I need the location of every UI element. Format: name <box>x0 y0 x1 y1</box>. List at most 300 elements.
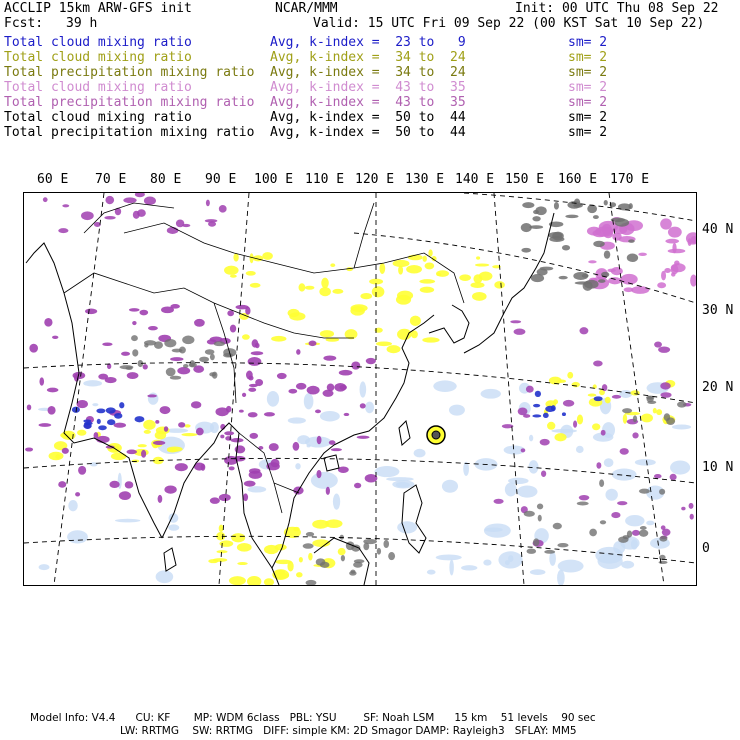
cloud-patch <box>619 390 632 398</box>
cloud-patch <box>557 543 568 547</box>
legend-k-range: Avg, k-index = 34 to 24 <box>270 65 466 80</box>
cloud-patch <box>208 559 218 563</box>
cloud-patch <box>472 292 487 301</box>
cloud-patch <box>449 405 465 416</box>
cloud-patch <box>627 530 632 537</box>
cloud-patch <box>659 489 665 495</box>
cloud-patch <box>269 443 279 451</box>
cloud-patch <box>563 400 574 407</box>
cloud-patch <box>249 468 261 473</box>
cloud-patch <box>214 341 225 346</box>
cloud-patch <box>175 463 188 471</box>
cloud-patch <box>29 344 38 353</box>
cloud-patch <box>617 501 627 505</box>
cloud-patch <box>665 239 679 244</box>
cloud-fields <box>25 193 696 585</box>
cloud-patch <box>144 430 151 434</box>
cloud-patch <box>360 381 367 397</box>
cloud-patch <box>219 205 227 213</box>
cloud-patch <box>237 543 252 552</box>
cloud-patch <box>354 483 361 488</box>
cloud-patch <box>127 372 139 379</box>
cloud-patch <box>576 446 584 453</box>
cloud-patch <box>147 394 157 397</box>
cloud-patch <box>264 578 274 585</box>
cloud-patch <box>410 316 421 326</box>
cloud-patch <box>521 248 531 253</box>
cloud-patch <box>307 444 311 447</box>
cloud-patch <box>247 576 261 585</box>
meridian-110E <box>219 193 249 585</box>
cloud-patch <box>98 374 108 380</box>
cloud-patch <box>320 562 330 568</box>
cloud-patch <box>58 228 68 233</box>
cloud-patch <box>639 489 650 494</box>
cloud-patch <box>428 249 432 256</box>
legend-field-name: Total precipitation mixing ratio <box>4 95 255 110</box>
legend-smoothing: sm= 2 <box>568 125 608 140</box>
cloud-patch <box>589 529 597 537</box>
cloud-patch <box>305 286 315 290</box>
cloud-patch <box>660 382 671 389</box>
cloud-patch <box>670 474 677 481</box>
sri-lanka-coast <box>164 548 176 571</box>
cloud-patch <box>307 386 320 395</box>
cloud-patch <box>164 339 176 347</box>
cloud-patch <box>194 319 205 327</box>
cloud-patch <box>98 425 107 430</box>
cloud-patch <box>388 552 395 560</box>
cloud-patch <box>184 424 190 427</box>
cloud-patch <box>510 320 521 323</box>
lat-label: 20 N <box>702 380 734 395</box>
india-coastline <box>26 243 162 538</box>
cloud-patch <box>166 368 176 377</box>
cloud-patch <box>248 412 258 417</box>
cloud-patch <box>250 283 261 288</box>
cloud-patch <box>376 341 392 346</box>
cloud-patch <box>562 412 566 416</box>
lon-label: 160 E <box>558 172 598 187</box>
cloud-patch <box>182 336 194 345</box>
cloud-patch <box>148 326 158 330</box>
cloud-patch <box>530 569 546 575</box>
cloud-patch <box>239 410 244 413</box>
cloud-patch <box>677 401 687 407</box>
cloud-patch <box>354 559 365 563</box>
legend-smoothing: sm= 2 <box>568 95 608 110</box>
cloud-patch <box>52 336 58 339</box>
cloud-patch <box>631 286 649 294</box>
cloud-patch <box>210 497 220 504</box>
legend-k-range: Avg, k-index = 43 to 35 <box>270 80 466 95</box>
cloud-patch <box>436 273 441 276</box>
cloud-patch <box>49 452 64 461</box>
cloud-patch <box>532 216 540 221</box>
cloud-patch <box>126 450 136 455</box>
cloud-patch <box>360 293 372 299</box>
cloud-patch <box>246 271 256 276</box>
cloud-patch <box>85 309 97 315</box>
cloud-patch <box>131 335 138 341</box>
cloud-patch <box>111 452 127 460</box>
cloud-patch <box>325 519 342 528</box>
cloud-patch <box>190 360 196 367</box>
cloud-patch <box>621 561 634 569</box>
cloud-patch <box>81 211 94 220</box>
cloud-patch <box>593 241 605 247</box>
cloud-patch <box>229 576 246 585</box>
cloud-patch <box>255 379 263 386</box>
cloud-patch <box>363 539 377 544</box>
cloud-patch <box>632 530 640 536</box>
cloud-patch <box>646 521 654 526</box>
cloud-patch <box>551 429 577 433</box>
cloud-patch <box>620 448 629 455</box>
cloud-patch <box>39 564 50 570</box>
cloud-patch <box>338 466 349 473</box>
cloud-patch <box>288 389 297 394</box>
cloud-patch <box>144 197 156 205</box>
cloud-patch <box>248 388 256 392</box>
cloud-patch <box>231 438 244 442</box>
cloud-patch <box>244 481 256 487</box>
cloud-patch <box>632 432 638 438</box>
cloud-patch <box>420 287 434 293</box>
cloud-patch <box>262 252 273 260</box>
cloud-patch <box>498 551 522 568</box>
cloud-patch <box>567 372 573 379</box>
cloud-patch <box>135 416 145 422</box>
cloud-patch <box>628 239 635 243</box>
cloud-patch <box>641 414 653 423</box>
cloud-patch <box>396 295 411 305</box>
cloud-patch <box>67 530 88 543</box>
legend-field-name: Total precipitation mixing ratio <box>4 65 255 80</box>
cloud-patch <box>104 216 115 219</box>
cloud-patch <box>605 489 617 501</box>
cloud-patch <box>653 408 657 413</box>
cloud-patch <box>164 485 176 493</box>
legend-k-range: Avg, k-index = 34 to 24 <box>270 50 466 65</box>
cloud-patch <box>114 413 122 419</box>
cloud-patch <box>170 376 181 380</box>
org-label: NCAR/MMM <box>275 1 338 16</box>
cloud-patch <box>179 347 186 354</box>
cloud-patch <box>573 272 588 280</box>
cloud-patch <box>392 480 414 488</box>
legend-field-name: Total cloud mixing ratio <box>4 35 192 50</box>
cloud-patch <box>523 414 530 418</box>
cloud-patch <box>167 227 179 234</box>
cloud-patch <box>330 263 335 267</box>
cloud-patch <box>554 202 559 210</box>
lat-label: 10 N <box>702 460 734 475</box>
cloud-patch <box>661 271 666 281</box>
cloud-patch <box>233 253 238 261</box>
cloud-patch <box>602 384 607 391</box>
cloud-patch <box>688 238 692 246</box>
cloud-patch <box>599 479 604 487</box>
cloud-patch <box>579 495 590 500</box>
cloud-patch <box>587 205 597 214</box>
cloud-patch <box>317 470 322 478</box>
cloud-patch <box>143 420 155 430</box>
cloud-patch <box>289 312 305 320</box>
legend-k-range: Avg, k-index = 50 to 44 <box>270 110 466 125</box>
cloud-patch <box>674 260 680 265</box>
cloud-patch <box>484 528 502 532</box>
cloud-patch <box>62 204 69 207</box>
cloud-patch <box>303 543 314 548</box>
cloud-patch <box>332 289 343 294</box>
cloud-patch <box>304 393 314 409</box>
cloud-patch <box>344 413 350 416</box>
cloud-patch <box>532 414 541 417</box>
cloud-patch <box>613 541 625 554</box>
cloud-patch <box>231 533 245 542</box>
cloud-patch <box>588 260 596 263</box>
cloud-patch <box>296 572 303 577</box>
cloud-patch <box>605 397 611 404</box>
cloud-patch <box>109 481 119 488</box>
cloud-patch <box>554 433 566 441</box>
cloud-patch <box>299 557 303 562</box>
cloud-patch <box>247 486 266 492</box>
cloud-patch <box>593 361 603 367</box>
cloud-patch <box>196 428 204 436</box>
cloud-patch <box>622 408 632 413</box>
parallel-10N <box>24 458 696 483</box>
cloud-patch <box>372 286 385 297</box>
cloud-patch <box>541 470 546 477</box>
cloud-patch <box>25 447 33 451</box>
cloud-patch <box>77 430 86 436</box>
cloud-patch <box>349 571 356 576</box>
cloud-patch <box>96 408 105 413</box>
cloud-patch <box>242 334 250 340</box>
cloud-patch <box>483 560 491 566</box>
cloud-patch <box>97 419 101 424</box>
cloud-patch <box>522 202 534 208</box>
cloud-patch <box>181 433 197 436</box>
cloud-patch <box>92 403 98 406</box>
cloud-patch <box>271 336 286 342</box>
cloud-patch <box>170 304 180 309</box>
cloud-patch <box>411 330 418 338</box>
init-time: Init: 00 UTC Thu 08 Sep 22 <box>515 1 719 16</box>
cloud-patch <box>319 287 331 296</box>
cloud-patch <box>529 435 533 442</box>
cloud-patch <box>351 361 360 369</box>
meridian-90E <box>54 193 104 585</box>
cloud-patch <box>125 481 134 488</box>
cloud-patch <box>315 410 321 414</box>
cloud-patch <box>264 545 279 554</box>
cloud-patch <box>508 478 529 484</box>
cloud-patch <box>577 502 589 506</box>
cloud-patch <box>350 306 365 316</box>
cloud-patch <box>243 493 248 501</box>
cloud-patch <box>114 423 126 428</box>
cloud-patch <box>406 265 422 274</box>
cloud-patch <box>671 265 679 275</box>
lat-label: 0 <box>702 541 710 556</box>
cloud-patch <box>339 370 353 376</box>
cloud-patch <box>387 345 401 353</box>
map-canvas <box>24 193 696 585</box>
cloud-patch <box>317 436 322 445</box>
cloud-patch <box>126 366 133 370</box>
cloud-patch <box>611 512 620 518</box>
lat-label: 30 N <box>702 303 734 318</box>
cloud-patch <box>132 321 136 325</box>
lon-label: 90 E <box>205 172 237 187</box>
cloud-patch <box>296 383 306 390</box>
cloud-patch <box>596 462 601 469</box>
cloud-patch <box>167 447 183 452</box>
cloud-patch <box>135 193 145 197</box>
cloud-patch <box>635 459 656 466</box>
footer-physics-info: LW: RRTMG SW: RRTMG DIFF: simple KM: 2D Smagor DAMP: Rayleigh3 SFLAY: MM5 <box>120 725 577 737</box>
cloud-patch <box>659 536 667 542</box>
cloud-patch <box>521 223 532 232</box>
hainan-coast <box>324 455 339 471</box>
cloud-patch <box>600 520 606 524</box>
cloud-patch <box>210 354 215 360</box>
cloud-patch <box>386 477 414 481</box>
cloud-patch <box>201 464 206 471</box>
cloud-patch <box>308 553 312 561</box>
korea-coast <box>429 305 469 343</box>
lon-label: 150 E <box>505 172 545 187</box>
cloud-patch <box>543 413 549 418</box>
cloud-patch <box>251 351 264 355</box>
cloud-patch <box>690 274 696 286</box>
cloud-patch <box>629 203 633 209</box>
cloud-patch <box>249 433 258 439</box>
cloud-patch <box>132 349 138 356</box>
cloud-patch <box>544 550 555 554</box>
cloud-patch <box>156 570 174 583</box>
cloud-patch <box>296 349 300 355</box>
fcst-label: Fcst: <box>4 16 44 31</box>
cloud-patch <box>524 511 535 517</box>
cloud-patch <box>229 466 235 470</box>
cloud-patch <box>433 380 456 392</box>
cloud-patch <box>562 245 570 250</box>
legend-smoothing: sm= 2 <box>568 110 608 125</box>
legend-smoothing: sm= 2 <box>568 65 608 80</box>
cloud-patch <box>160 406 171 414</box>
cloud-patch <box>476 256 480 259</box>
cloud-patch <box>374 466 399 477</box>
cloud-patch <box>607 269 615 272</box>
cloud-patch <box>331 448 342 451</box>
cloud-patch <box>664 413 671 421</box>
lat-label: 40 N <box>702 222 734 237</box>
cloud-patch <box>612 395 621 399</box>
cloud-patch <box>183 364 188 368</box>
cloud-patch <box>505 483 517 497</box>
cloud-patch <box>226 406 232 413</box>
cloud-patch <box>106 407 116 413</box>
cloud-patch <box>672 424 691 429</box>
cloud-patch <box>436 555 462 561</box>
cloud-patch <box>579 327 588 334</box>
cloud-patch <box>311 472 338 489</box>
cloud-patch <box>540 267 554 271</box>
cloud-patch <box>461 565 477 570</box>
cloud-patch <box>545 406 555 412</box>
lon-label: 170 E <box>610 172 650 187</box>
cloud-patch <box>377 548 381 555</box>
cloud-patch <box>660 392 671 398</box>
cloud-patch <box>115 519 140 523</box>
cloud-patch <box>517 485 537 497</box>
cloud-patch <box>219 540 233 547</box>
cloud-patch <box>219 494 231 501</box>
cloud-patch <box>427 570 436 575</box>
cloud-patch <box>549 236 564 242</box>
fcst-value: 39 h <box>66 16 98 31</box>
footer-model-info: Model Info: V4.4 CU: KF MP: WDM 6class PBL: YSU SF: Noah LSM 15 km 51 levels 90 sec <box>30 712 596 724</box>
cloud-patch <box>107 419 115 425</box>
cloud-patch <box>557 570 565 585</box>
cloud-patch <box>220 435 224 439</box>
cloud-patch <box>245 307 250 315</box>
cloud-patch <box>588 394 597 397</box>
cloud-patch <box>573 421 577 428</box>
cloud-patch <box>638 253 647 256</box>
legend-field-name: Total cloud mixing ratio <box>4 80 192 95</box>
cloud-patch <box>119 402 124 408</box>
cloud-patch <box>333 493 340 509</box>
cloud-patch <box>133 211 140 219</box>
cloud-patch <box>575 281 591 284</box>
cloud-patch <box>514 329 526 335</box>
cloud-patch <box>422 337 439 342</box>
cloud-patch <box>494 281 505 288</box>
cloud-patch <box>77 400 88 408</box>
cloud-patch <box>83 380 102 386</box>
cloud-patch <box>681 507 685 511</box>
cloud-patch <box>535 206 546 215</box>
cloud-patch <box>661 525 666 530</box>
cloud-patch <box>379 263 385 274</box>
cloud-patch <box>306 532 314 536</box>
cloud-patch <box>383 540 389 548</box>
cloud-patch <box>27 404 31 410</box>
cloud-patch <box>540 439 550 446</box>
cloud-patch <box>144 343 148 347</box>
legend-smoothing: sm= 2 <box>568 80 608 95</box>
lon-label: 60 E <box>37 172 69 187</box>
cloud-patch <box>612 468 637 480</box>
cloud-patch <box>38 423 51 427</box>
cloud-patch <box>338 548 346 555</box>
cloud-patch <box>533 404 540 407</box>
cloud-patch <box>647 396 654 402</box>
lon-label: 70 E <box>95 172 127 187</box>
cloud-patch <box>267 391 279 407</box>
legend-field-name: Total precipitation mixing ratio <box>4 125 255 140</box>
cloud-patch <box>237 562 248 565</box>
philippines-coast <box>402 485 426 553</box>
cloud-patch <box>658 346 670 352</box>
cloud-patch <box>148 392 159 404</box>
cloud-patch <box>293 527 299 532</box>
